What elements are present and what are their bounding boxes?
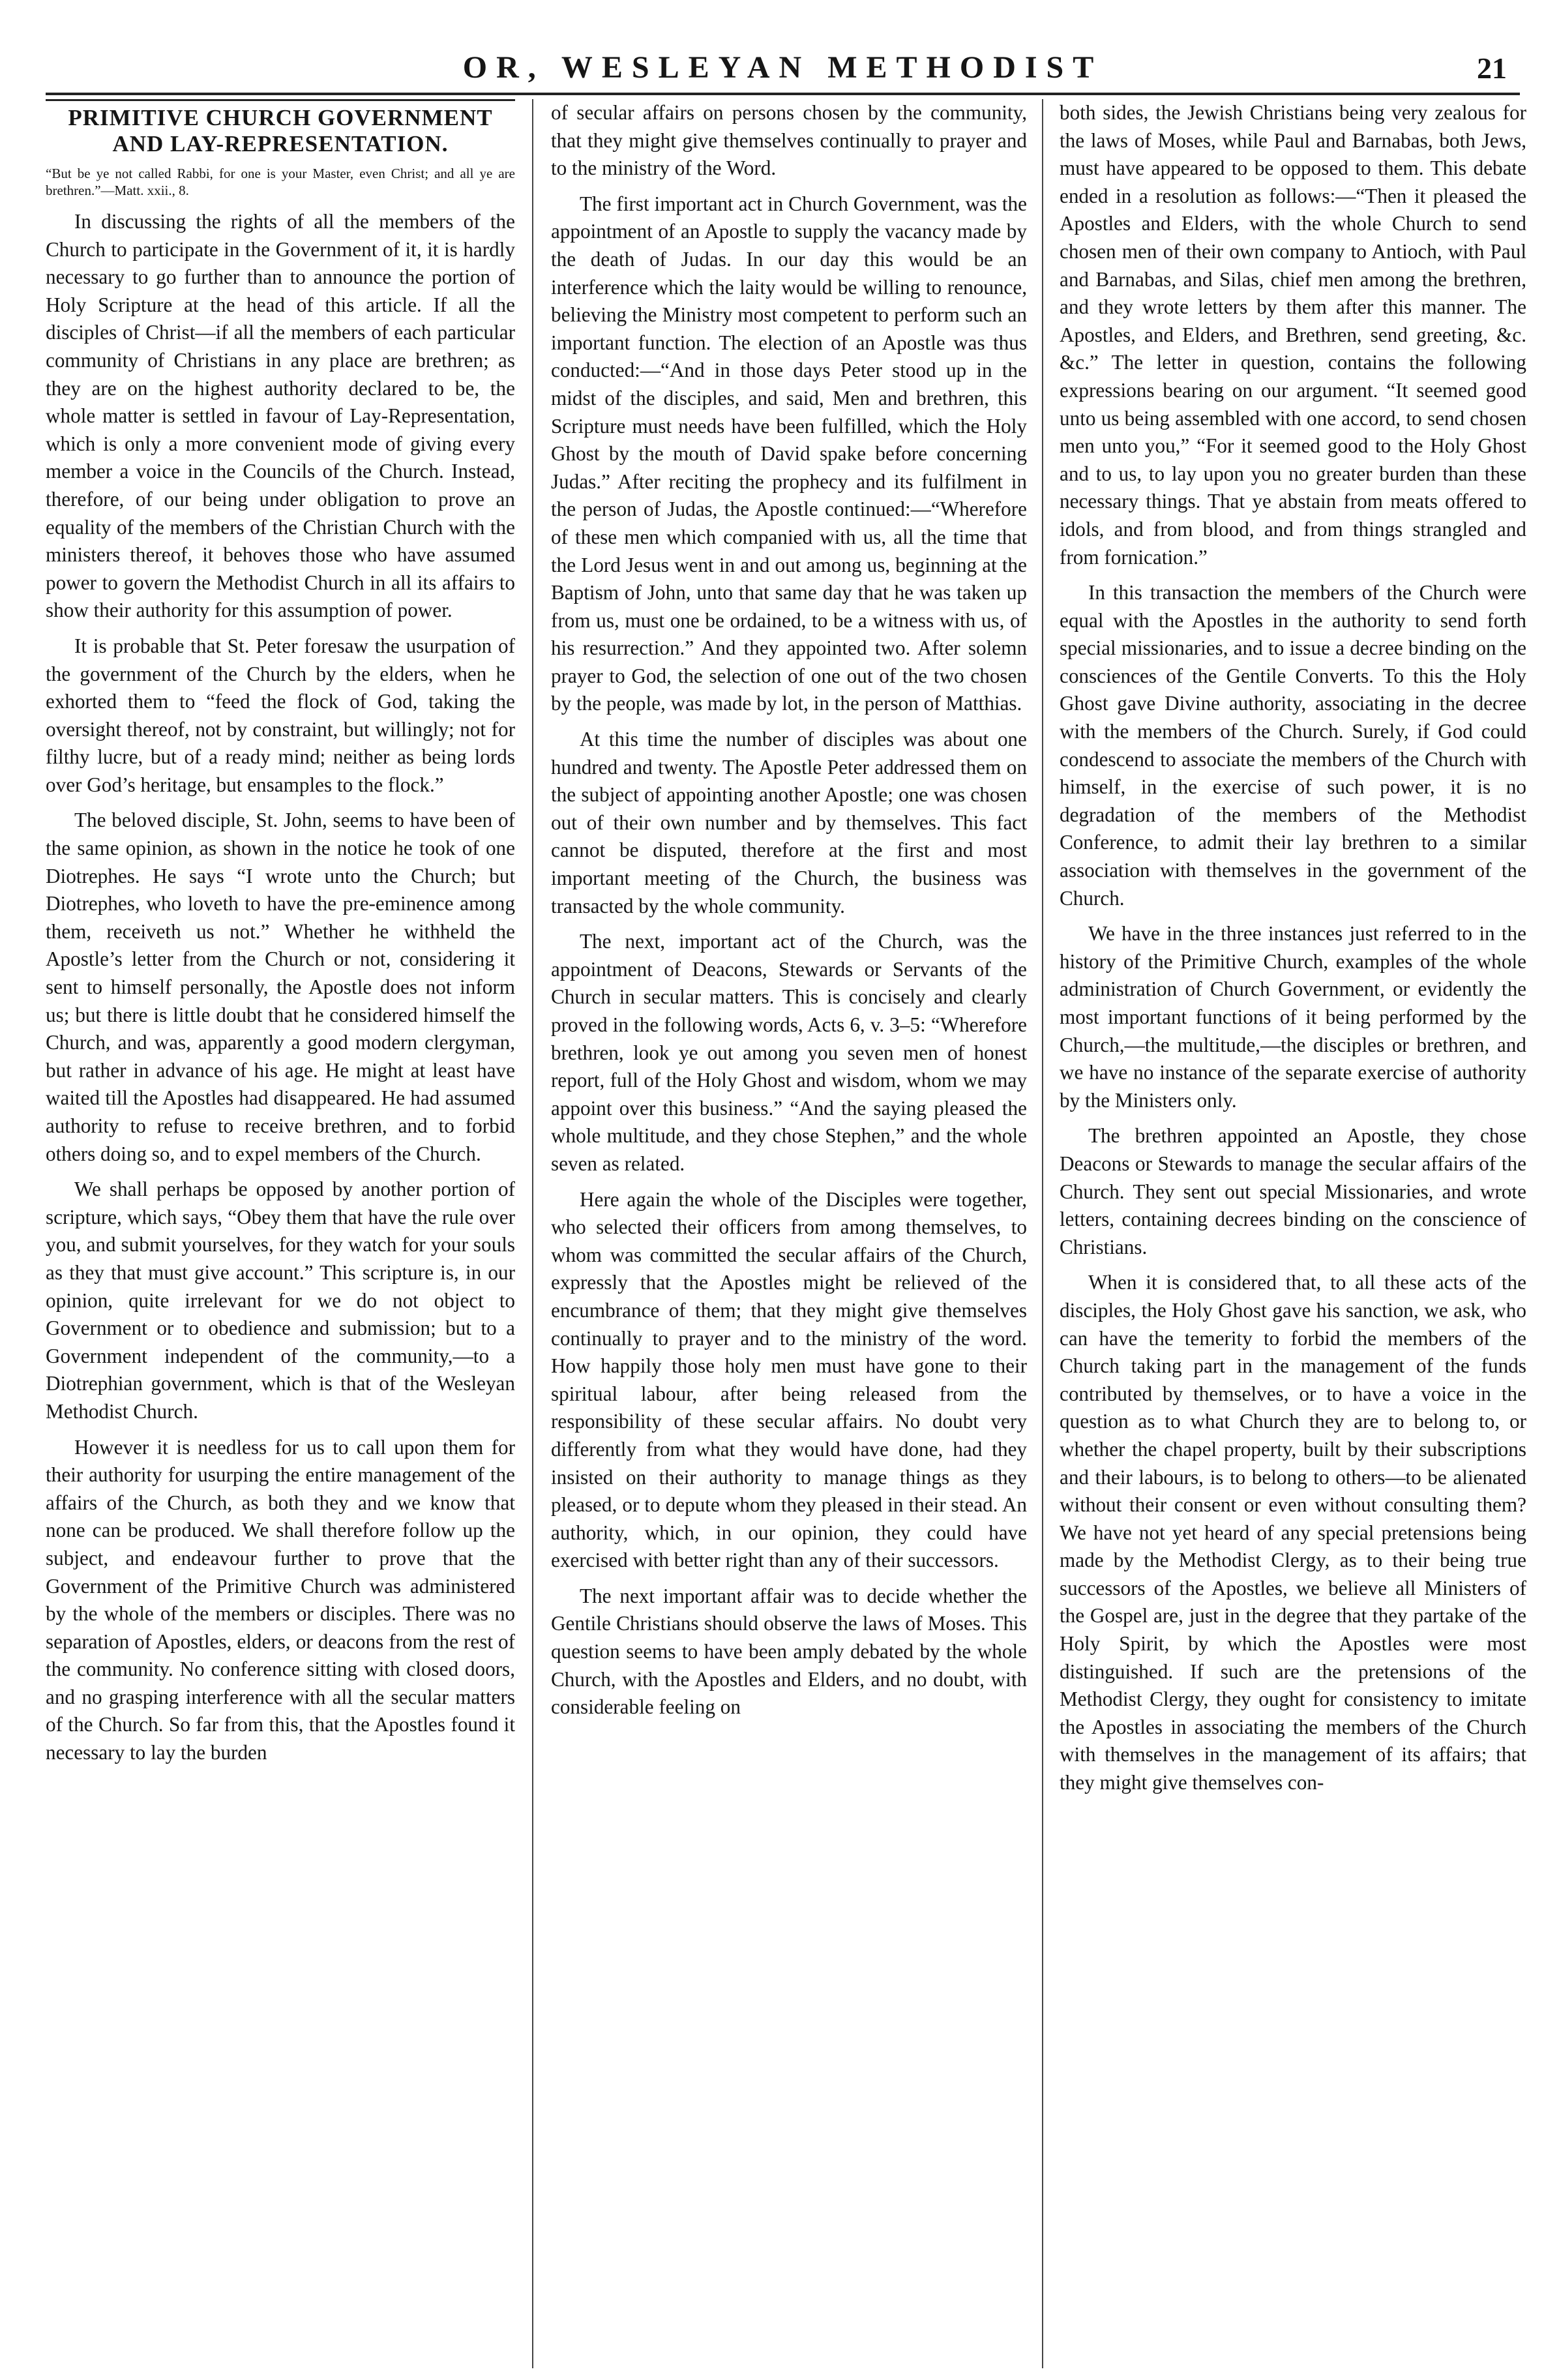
column-2 xyxy=(551,99,1027,2368)
paragraph: both sides, the Jewish Christians being very zealous for the laws of Moses, while Paul and Barnabas, both Jews, must have appeared to be opposed to them. This debate ended in a resolution as follows:—“Then it pleased the Apostles and Elders, with the whole Church to send chosen men of their own company to Antioch, with Paul and Barnabas, and Silas, chief men among the brethren, and they wrote letters by them after this manner. The Apostles, and Elders, and Brethren, send greeting, &c. &c.” The letter in question, contains the following expressions bearing on our argument. “It seemed good unto us being assembled with one accord, to send chosen men unto you,” “For it seemed good to the Holy Ghost and to us, to lay upon you no greater burden than these necessary things. That ye abstain from meats offered to idols, and from blood, and from things strangled and from fornication.” xyxy=(1060,101,1526,569)
paragraph: In this transaction the members of the Church were equal with the Apostles in the authority to send forth special missionaries, and to issue a decree binding on the consciences of the Gentile Converts. To this the Holy Ghost gave Divine authority, associating in the decree with the members of the Church. Surely, if God could condescend to associate the members of the Church with himself, in the exercise of such power, it is no degradation of the members of the Methodist Conference, to admit their lay brethren to a similar association with themselves in the government of the Church. xyxy=(1060,581,1526,910)
article-title: PRIMITIVE CHURCH GOVERNMENT AND LAY-REPRESENTATION. xyxy=(46,99,515,157)
paragraph: We shall perhaps be opposed by another portion of scripture, which says, “Obey them that have the rule over you, and submit yourselves, for they watch for your souls as they that must give account.” This scripture is, in our opinion, quite irrelevant for we do not object to Government or to obedience and submission; but to a Government independent of the community,—to a Diotrephian government, which is that of the Wesleyan Methodist Church. xyxy=(46,1178,515,1423)
paragraph: The brethren appointed an Apostle, they chose Deacons or Stewards to manage the secular affairs of the Church. They sent out special Missionaries, and wrote letters, containing decrees binding on the conscience of Christians. xyxy=(1060,1124,1526,1258)
paragraph: The beloved disciple, St. John, seems to have been of the same opinion, as shown in the notice he took of one Diotrephes. He says “I wrote unto the Church; but Diotrephes, who loveth to have the pre-eminence among them, receiveth us not.” Whether he withheld the Apostle’s letter from the Church or not, considering it sent to himself personally, the Apostle does not inform us; but there is little doubt that he considered himself the Church, and was, apparently a good modern clergyman, but rather in advance of his age. He might at least have waited till the Apostles had disappeared. He had assumed authority to refuse to receive brethren, and to forbid others doing so, and to expel members of the Church. xyxy=(46,809,515,1165)
paragraph: It is probable that St. Peter foresaw the usurpation of the government of the Church by the elders, when he exhorted them to “feed the flock of God, taking the oversight thereof, not by constraint, but willingly; not for filthy lucre, but of a ready mind; neither as being lords over God’s heritage, but ensamples to the flock.” xyxy=(46,634,515,796)
paragraph: The first important act in Church Government, was the appointment of an Apostle to supply the vacancy made by the death of Judas. In our day this would be an interference which the laity would be willing to renounce, believing the Ministry most competent to perform such an important function. The election of an Apostle was thus conducted:—“And in those days Peter stood up in the midst of the disciples, and said, Men and brethren, this Scripture must needs have been fulfilled, which the Holy Ghost by the mouth of David spake before concerning Judas.” After reciting the prophecy and its fulfilment in the person of Judas, the Apostle continued:—“Wherefore of these men which companied with us, all the time that the Lord Jesus went in and out among us, beginning at the Baptism of John, unto that same day that he was taken up from us, must one be ordained, to be a witness with us, of his resurrection.” And they appointed two. After solemn prayer to God, the selection of one out of the two chosen by the people, was made by lot, in the person of Matthias. xyxy=(551,192,1027,715)
paragraph: In discussing the rights of all the members of the Church to participate in the Government of it, it is hardly necessary to go further than to announce the portion of Holy Scripture at the head of this article. If all the disciples of Christ—if all the members of each particular community of Christians in any place are brethren; as they are on the highest authority declared to be, the whole matter is settled in favour of Lay-Representation, which is only a more convenient mode of giving every member a voice in the Councils of the Church. Instead, therefore, of our being under obligation to prove an equality of the members of the Christian Church with the ministers thereof, it behoves those who have assumed power to govern the Methodist Church in all its affairs to show their authority for this assumption of power. xyxy=(46,210,515,622)
paragraph: We have in the three instances just referred to in the history of the Primitive Church, examples of the whole administration of Church Government, or evidently the most important functions of it being performed by the Church,—the multitude,—the disciples or brethren, and we have no instance of the separate exercise of authority by the Ministers only. xyxy=(1060,922,1526,1112)
paragraph: However it is needless for us to call upon them for their authority for usurping the entire management of the affairs of the Church, as both they and we know that none can be produced. We shall therefore follow up the subject, and endeavour further to prove that the Government of the Primitive Church was administered by the whole of the members or disciples. There was no separation of Apostles, elders, or deacons from the rest of the community. No conference sitting with closed doors, and no grasping interference with all the secular matters of the Church. So far from this, that the Apostles found it necessary to lay the burden xyxy=(46,1435,515,1764)
paragraph: The next important affair was to decide whether the Gentile Christians should observe the laws of Moses. This question seems to have been amply debated by the whole Church, with the Apostles and Elders, and no doubt, with considerable feeling on xyxy=(551,1584,1027,1719)
paragraph: of secular affairs on persons chosen by the community, that they might give themselves continually to prayer and to the ministry of the Word. xyxy=(551,101,1027,180)
article-epigraph: “But be ye not called Rabbi, for one is your Master, even Christ; and all ye are brethren.”—Matt. xxii., 8. xyxy=(46,166,515,198)
column-rule xyxy=(1042,99,1043,2368)
column-3 xyxy=(1060,99,1526,2368)
page-number: 21 xyxy=(1477,52,1507,85)
running-head xyxy=(39,39,1526,99)
header-rule xyxy=(46,93,1520,95)
paragraph: At this time the number of disciples was about one hundred and twenty. The Apostle Peter addressed them on the subject of appointing another Apostle; one was chosen out of their own number and by themselves. This fact cannot be disputed, therefore at the first and most important meeting of the Church, the business was transacted by the whole community. xyxy=(551,728,1027,917)
running-title: OR, WESLEYAN METHODIST xyxy=(462,50,1103,85)
column-1 xyxy=(46,99,515,2368)
column-rule xyxy=(532,99,533,2368)
article-columns xyxy=(46,99,1526,2368)
paragraph: The next, important act of the Church, was the appointment of Deacons, Stewards or Servants of the Church in secular matters. This is concisely and clearly proved in the following words, Acts 6, v. 3–5: “Wherefore brethren, look ye out among you seven men of honest report, full of the Holy Ghost and wisdom, whom we may appoint over this business.” “And the saying pleased the whole multitude, and they chose Stephen,” and the whole seven as related. xyxy=(551,930,1027,1175)
paragraph: When it is considered that, to all these acts of the disciples, the Holy Ghost gave his sanction, we ask, who can have the temerity to forbid the members of the Church taking part in the management of the funds contributed by themselves, or to have a voice in the question as to what Church they are to belong to, or whether the chapel property, built by their subscriptions and their labours, is to belong to others—to be alienated without their consent or even without consulting them? We have not yet heard of any special pretensions being made by the Methodist Clergy, as to their being true successors of the Apostles, we believe all Ministers of the Gospel are, just in the degree that they partake of the Holy Spirit, by which the Apostles were most distinguished. If such are the pretensions of the Methodist Clergy, they ought for consistency to imitate the Apostles in associating the members of the Church with themselves in the management of its affairs; that they might give themselves con- xyxy=(1060,1271,1526,1794)
paragraph: Here again the whole of the Disciples were together, who selected their officers from among themselves, to whom was committed the secular affairs of the Church, expressly that the Apostles might be relieved of the encumbrance of them; that they might give themselves continually to prayer and to the ministry of the word. How happily those holy men must have gone to their spiritual labour, after being released from the responsibility of these secular affairs. No doubt very differently from what they would have done, had they insisted on their authority to manage things as they pleased, or to depute whom they pleased in their stead. An authority, which, in our opinion, they could have exercised with better right than any of their successors. xyxy=(551,1187,1027,1572)
